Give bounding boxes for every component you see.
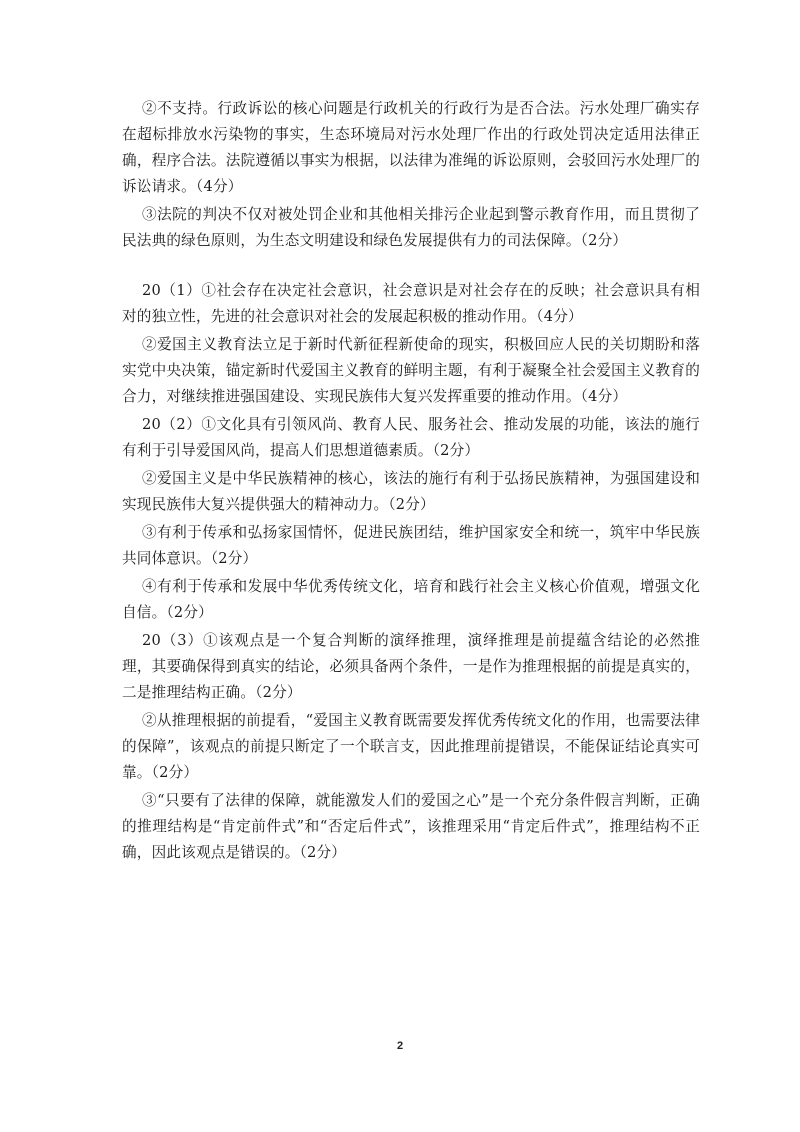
page-number: 2 — [396, 1040, 404, 1052]
answer-20-2-3: ③有利于传承和弘扬家国情怀，促进民族团结，维护国家安全和统一，筑牢中华民族共同体意识。（2分） — [122, 524, 700, 567]
answer-20-3-1: 20（3）①该观点是一个复合判断的演绎推理，演绎推理是前提蕴含结论的必然推理，其要确保得到真实的结论，必须具备两个条件，一是作为推理根据的前提是真实的，二是推理结构正确。（2分） — [122, 632, 700, 701]
answer-20-2-2: ②爱国主义是中华民族精神的核心，该法的施行有利于弘扬民族精神，为强国建设和实现民族伟大复兴提供强大的精神动力。（2分） — [122, 470, 700, 513]
answer-content — [122, 96, 700, 868]
answer-20-1-1: 20（1）①社会存在决定社会意识，社会意识是对社会存在的反映；社会意识具有相对的独立性，先进的社会意识对社会的发展起积极的推动作用。（4分） — [122, 282, 700, 325]
section-divider-gap — [122, 256, 700, 278]
answer-19-2: ②不支持。行政诉讼的核心问题是行政机关的行政行为是否合法。污水处理厂确实存在超标排放水污染物的事实，生态环境局对污水处理厂作出的行政处罚决定适用法律正确，程序合法。法院遵循以事实为根据，以法律为准绳的诉讼原则，会驳回污水处理厂的诉讼请求。（4分） — [122, 100, 700, 195]
answer-20-1-2: ②爱国主义教育法立足于新时代新征程新使命的现实，积极回应人民的关切期盼和落实党中央决策，锚定新时代爱国主义教育的鲜明主题，有利于凝聚全社会爱国主义教育的合力，对继续推进强国建设、实现民族伟大复兴发挥重要的推动作用。（4分） — [122, 336, 700, 405]
answer-20-3-3: ③“只要有了法律的保障，就能激发人们的爱国之心”是一个充分条件假言判断，正确的推理结构是“肯定前件式”和“否定后件式”，该推理采用“肯定后件式”，推理结构不正确，因此该观点是错误的。（2分） — [122, 792, 700, 861]
answer-20-3-2: ②从推理根据的前提看，“爱国主义教育既需要发挥优秀传统文化的作用，也需要法律的保障”，该观点的前提只断定了一个联言支，因此推理前提错误，不能保证结论真实可靠。（2分） — [122, 712, 700, 781]
answer-20-2-1: 20（2）①文化具有引领风尚、教育人民、服务社会、推动发展的功能，该法的施行有利于引导爱国风尚，提高人们思想道德素质。（2分） — [122, 416, 700, 459]
answer-19-3: ③法院的判决不仅对被处罚企业和其他相关排污企业起到警示教育作用，而且贯彻了民法典的绿色原则，为生态文明建设和绿色发展提供有力的司法保障。（2分） — [122, 206, 700, 249]
answer-20-2-4: ④有利于传承和发展中华优秀传统文化，培育和践行社会主义核心价值观，增强文化自信。（2分） — [122, 578, 700, 621]
